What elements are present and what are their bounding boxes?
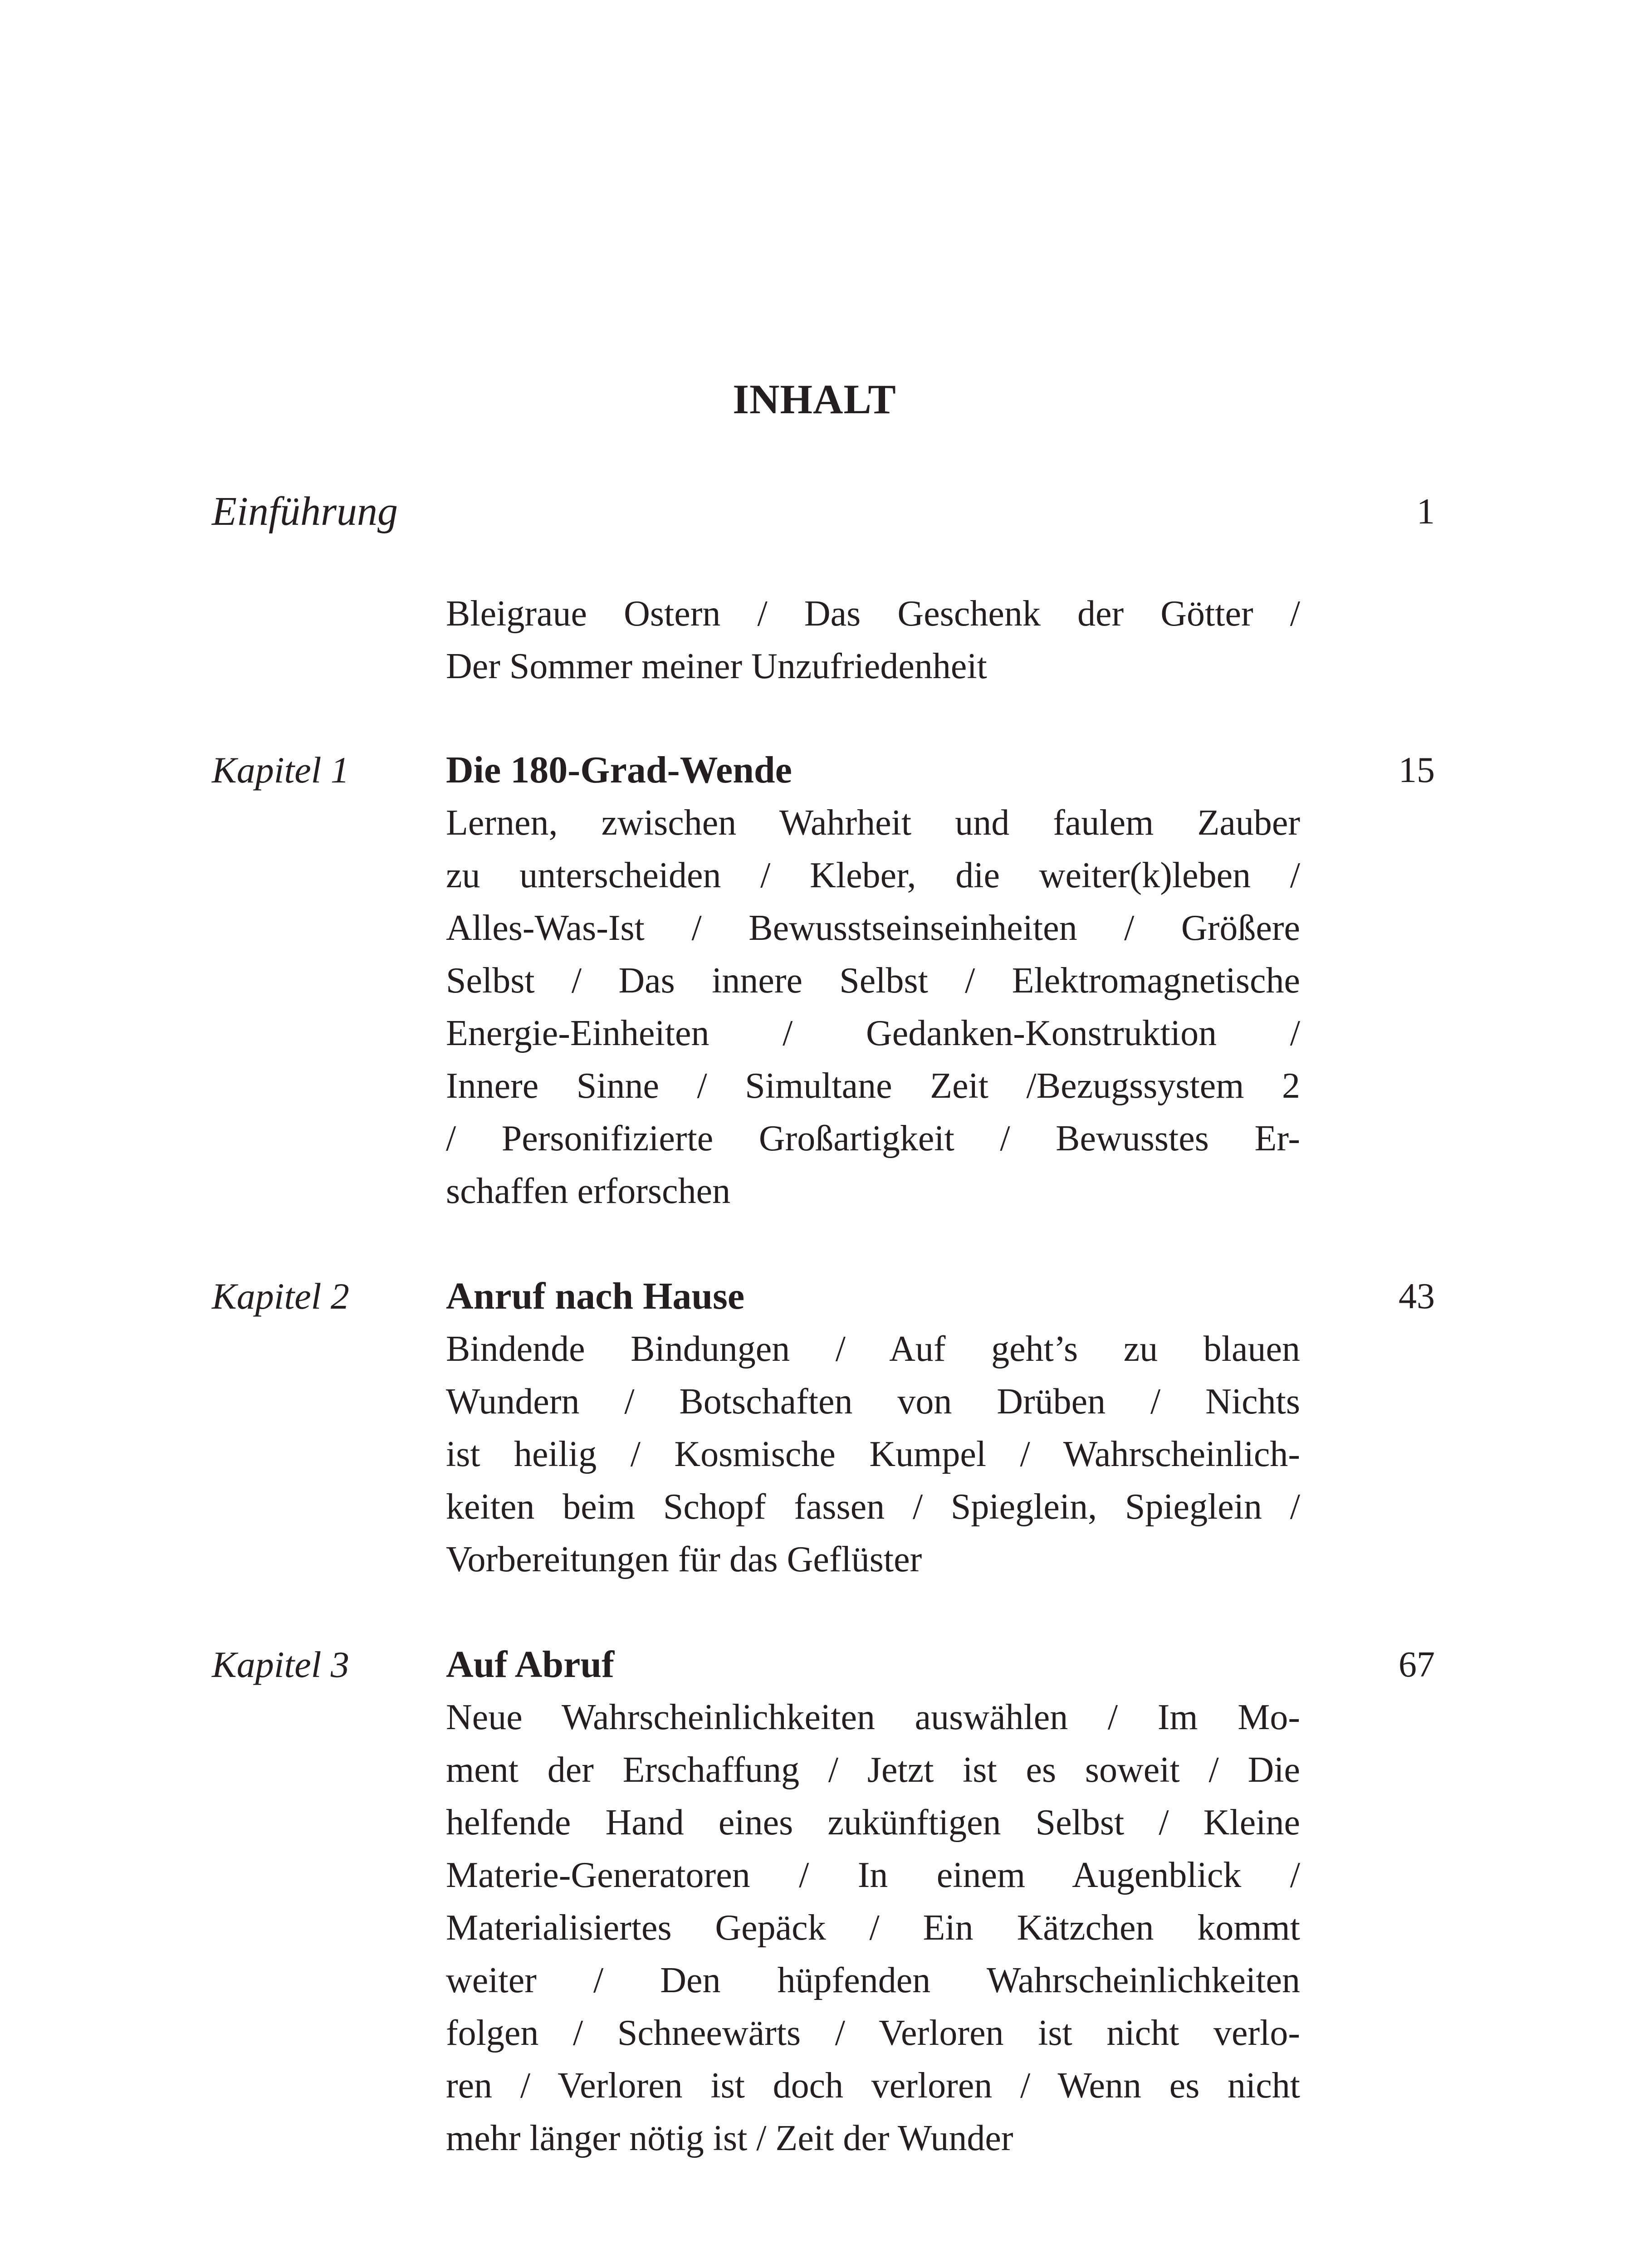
subtopic-line: weiter / Den hüpfenden Wahrscheinlichkeiten	[446, 1960, 1300, 2000]
subtopic-line: Neue Wahrscheinlichkeiten auswählen / Im Mo-	[446, 1697, 1300, 1737]
subtopic-list	[446, 1323, 1300, 1586]
subtopic-line: Der Sommer meiner Unzufriedenheit	[446, 646, 987, 686]
subtopic-line: mehr länger nötig ist / Zeit der Wunder	[446, 2118, 1013, 2158]
chapter-contents	[446, 1270, 1300, 1586]
page-number: 67	[1399, 1645, 1435, 1685]
subtopic-line: Vorbereitungen für das Geflüster	[446, 1540, 922, 1579]
subtopic-line: Bleigraue Ostern / Das Geschenk der Götter /	[446, 594, 1300, 634]
subtopic-line: / Personifizierte Großartigkeit / Bewusstes Er-	[446, 1119, 1300, 1158]
subtopic-list	[446, 797, 1300, 1217]
page-number: 43	[1399, 1276, 1435, 1316]
chapter-label: Einführung	[212, 489, 398, 534]
chapter-title: Die 180-Grad-Wende	[446, 749, 792, 791]
subtopic-line: Materialisiertes Gepäck / Ein Kätzchen kommt	[446, 1908, 1300, 1948]
subtopic-list	[446, 1691, 1300, 2165]
subtopic-line: Lernen, zwischen Wahrheit und faulem Zauber	[446, 803, 1300, 843]
chapter-contents	[446, 1638, 1300, 2165]
chapter-label: Kapitel 1	[212, 749, 349, 791]
subtopic-line: ist heilig / Kosmische Kumpel / Wahrscheinlich-	[446, 1434, 1300, 1474]
subtopic-line: Materie-Generatoren / In einem Augenblick /	[446, 1855, 1300, 1895]
subtopic-line: ment der Erschaffung / Jetzt ist es soweit / Die	[446, 1750, 1300, 1790]
subtopic-line: Innere Sinne / Simultane Zeit /Bezugssystem 2	[446, 1066, 1300, 1106]
subtopic-line: Selbst / Das innere Selbst / Elektromagnetische	[446, 961, 1300, 1001]
subtopic-line: Bindende Bindungen / Auf geht’s zu blauen	[446, 1329, 1300, 1369]
subtopic-line: keiten beim Schopf fassen / Spieglein, Spieglein /	[446, 1487, 1300, 1527]
subtopic-line: Wundern / Botschaften von Drüben / Nichts	[446, 1382, 1300, 1422]
subtopic-line: ren / Verloren ist doch verloren / Wenn es nicht	[446, 2066, 1300, 2106]
subtopic-line: Alles-Was-Ist / Bewusstseinseinheiten / Größere	[446, 908, 1300, 948]
chapter-label: Kapitel 2	[212, 1276, 349, 1317]
subtopic-line: zu unterscheiden / Kleber, die weiter(k)leben /	[446, 855, 1300, 895]
page-title: INHALT	[733, 376, 896, 422]
chapter-contents	[446, 587, 1300, 693]
chapter-title: Anruf nach Hause	[446, 1275, 745, 1317]
subtopic-line: schaffen erforschen	[446, 1171, 731, 1211]
page-number: 15	[1399, 750, 1435, 790]
subtopic-line: helfende Hand eines zukünftigen Selbst / Kleine	[446, 1803, 1300, 1843]
chapter-title: Auf Abruf	[446, 1643, 615, 1686]
subtopic-line: folgen / Schneewärts / Verloren ist nicht verlo-	[446, 2013, 1300, 2053]
chapter-label: Kapitel 3	[212, 1644, 349, 1685]
page-number: 1	[1417, 492, 1435, 532]
subtopic-line: Energie-Einheiten / Gedanken-Konstruktion /	[446, 1013, 1300, 1053]
subtopic-list	[446, 587, 1300, 693]
chapter-contents	[446, 744, 1300, 1217]
